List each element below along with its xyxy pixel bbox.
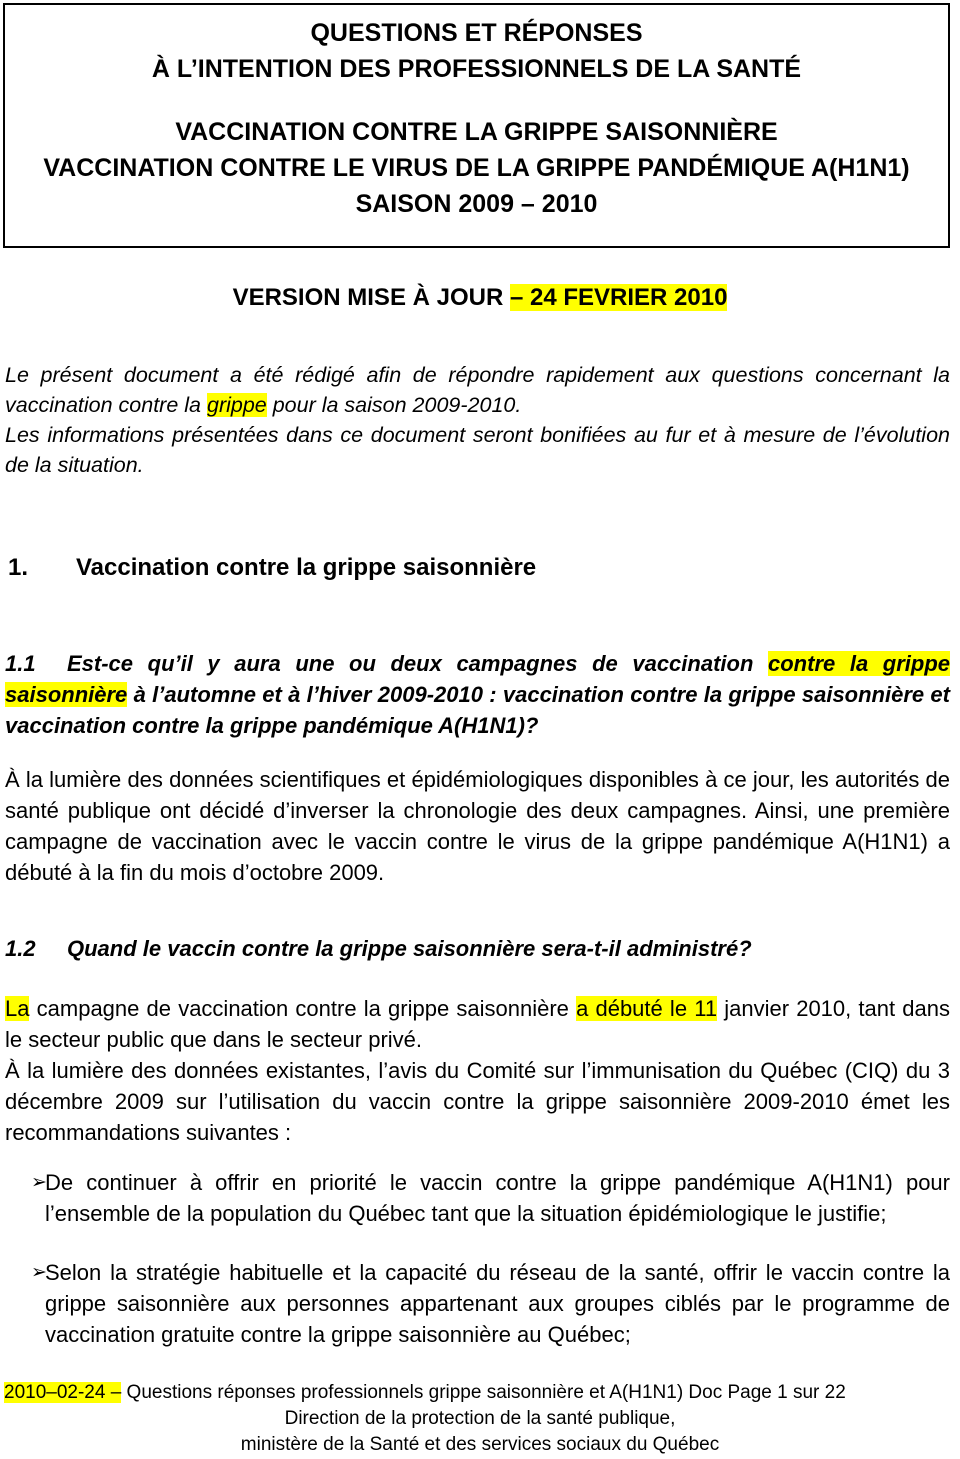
list-item — [5, 1257, 950, 1350]
footer-date-highlight: 2010–02-24 – — [4, 1382, 122, 1403]
title-line-audience: À L’INTENTION DES PROFESSIONNELS DE LA SANTÉ — [151, 55, 802, 83]
recommendations-list — [5, 1167, 950, 1378]
answer-1-2-part1: campagne de vaccination contre la grippe saisonnière — [29, 996, 577, 1021]
footer-org-line-1: Direction de la protection de la santé publique, — [284, 1408, 676, 1429]
list-item — [5, 1167, 950, 1229]
arrow-bullet-icon: ➢ — [31, 1262, 47, 1283]
section-1-number: 1. — [8, 554, 29, 581]
version-date-highlight: – 24 FEVRIER 2010 — [509, 284, 728, 311]
question-1-1-number: 1.1 — [5, 651, 36, 676]
footer-org-line-2: ministère de la Santé et des services sociaux du Québec — [240, 1434, 720, 1455]
question-1-1-part1: Est-ce qu’il y aura une ou deux campagnes de vaccination — [67, 651, 768, 676]
version-line — [0, 283, 960, 313]
title-line-pandemic: VACCINATION CONTRE LE VIRUS DE LA GRIPPE PANDÉMIQUE A(H1N1) — [43, 154, 910, 182]
title-spacer — [5, 87, 948, 114]
answer-1-2-part2: janvier 2010, tant dans le secteur public que dans le secteur privé. — [5, 996, 951, 1052]
section-1-heading — [8, 552, 948, 584]
arrow-bullet-icon: ➢ — [31, 1172, 47, 1193]
list-item-text: Selon la stratégie habituelle et la capacité du réseau de la santé, offrir le vaccin contre la grippe saisonnière aux personnes appartenant aux groupes ciblés par le programme de vaccination gratuite contre la grippe saisonnière au Québec; — [45, 1260, 950, 1347]
footer-reference-line — [0, 1380, 960, 1406]
title-line-questions: QUESTIONS ET RÉPONSES — [310, 19, 643, 47]
intro-paragraph — [5, 360, 950, 480]
question-1-2-title: Quand le vaccin contre la grippe saisonnière sera-t-il administré? — [67, 936, 752, 961]
title-line-seasonal: VACCINATION CONTRE LA GRIPPE SAISONNIÈRE — [175, 118, 778, 146]
question-1-1-highlight: contre la grippe saisonnière — [5, 651, 950, 707]
intro-text-part2: pour la saison 2009-2010. — [266, 393, 522, 417]
version-label: VERSION MISE À JOUR — [232, 284, 510, 311]
question-1-2-number: 1.2 — [5, 936, 36, 961]
question-1-1 — [5, 648, 950, 741]
intro-text-part1: Le présent document a été rédigé afin de répondre rapidement aux questions concernant la vaccination contre la — [5, 363, 950, 417]
intro-sentence-1 — [5, 360, 950, 420]
answer-1-2-para-2: À la lumière des données existantes, l’avis du Comité sur l’immunisation du Québec (CIQ) du 3 décembre 2009 sur l’utilisation du vaccin contre la grippe saisonnière 2009-2010 émet les recommandations suivantes : — [5, 1058, 950, 1145]
footer-reference-text: Questions réponses professionnels grippe saisonnière et A(H1N1) Doc Page 1 sur 22 — [121, 1382, 846, 1403]
section-1-title: Vaccination contre la grippe saisonnière — [76, 554, 537, 581]
question-1-2 — [5, 933, 950, 964]
answer-1-2-para-1 — [5, 993, 950, 1055]
answer-1-2-date-highlight: a débuté le 11 — [576, 996, 718, 1021]
answer-1-2 — [5, 993, 950, 1148]
intro-sentence-2: Les informations présentées dans ce document seront bonifiées au fur et à mesure de l’évolution de la situation. — [5, 423, 950, 477]
answer-1-2-la-highlight: La — [5, 996, 30, 1021]
page-footer — [0, 1380, 960, 1458]
list-item-text: De continuer à offrir en priorité le vaccin contre la grippe pandémique A(H1N1) pour l’ensemble de la population du Québec tant que la situation épidémiologique le justifie; — [45, 1170, 950, 1226]
intro-grippe-highlight: grippe — [206, 393, 267, 417]
answer-1-1: À la lumière des données scientifiques et épidémiologiques disponibles à ce jour, les autorités de santé publique ont décidé d’inverser la chronologie des deux campagnes. Ainsi, une première campagne de vaccination avec le vaccin contre le virus de la grippe pandémique A(H1N1) a débuté à la fin du mois d’octobre 2009. — [5, 767, 950, 885]
question-1-1-part2: à l’automne et à l’hiver 2009-2010 : vaccination contre la grippe saisonnière et vaccination contre la grippe pandémique A(H1N1)? — [5, 682, 950, 738]
title-line-season: SAISON 2009 – 2010 — [355, 190, 598, 218]
title-box — [3, 3, 950, 248]
